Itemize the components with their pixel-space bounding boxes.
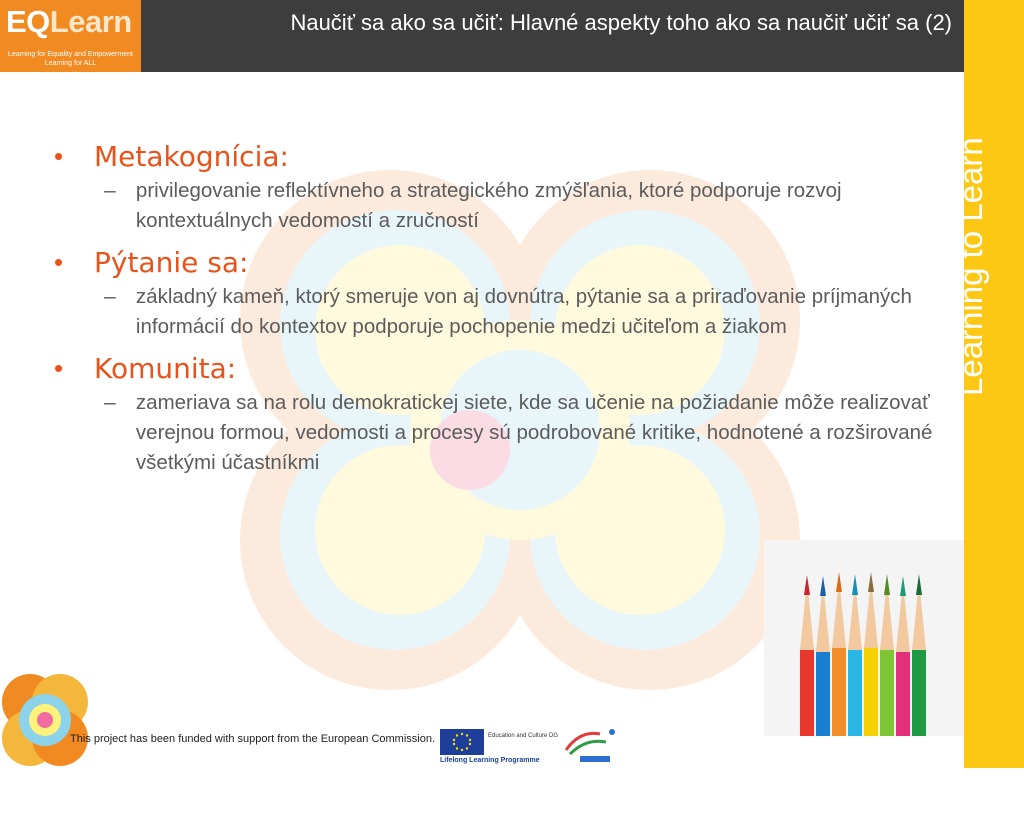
bullet-item xyxy=(54,244,954,282)
dash-marker: – xyxy=(104,179,116,202)
sub-bullet-item xyxy=(104,282,954,342)
eqlearn-logo xyxy=(0,0,141,72)
pencils-graphic xyxy=(764,540,964,736)
bullet-heading: Pýtanie sa: xyxy=(94,246,249,279)
eu-stars-icon xyxy=(440,729,484,755)
eu-caption: Education and Culture DG xyxy=(488,733,559,739)
bullet-dot: • xyxy=(54,247,64,277)
idep-logo-icon xyxy=(560,720,622,768)
bullet-heading: Komunita: xyxy=(94,352,237,385)
sub-bullet-text: základný kameň, ktorý smeruje von aj dovnútra, pýtanie sa a priraďovanie príjmaných informácií do kontextov podporuje pochopenie medzi učiteľom a žiakom xyxy=(135,285,912,338)
bullet-heading: Metakognícia: xyxy=(94,140,289,173)
dash-marker: – xyxy=(104,285,116,308)
bullet-item xyxy=(54,138,954,176)
flower-logo-icon xyxy=(0,672,90,768)
logo-tagline-line1: Learning for Equality and Empowerment xyxy=(8,51,133,58)
bullet-dot: • xyxy=(54,141,64,171)
logo-wordmark xyxy=(6,4,132,40)
logo-learn: Learn xyxy=(49,4,132,39)
title-bar xyxy=(141,0,964,72)
bullet-list xyxy=(54,136,954,486)
logo-tagline xyxy=(0,50,141,68)
llp-label: Lifelong Learning Programme xyxy=(440,757,540,764)
sub-bullet-text: zameriava sa na rolu demokratickej siete, kde sa učenie na požiadanie môže realizovať verejnou formou, vedomosti a procesy sú podrobované kritike, hodnotené a rozširované všetkými účastníkmi xyxy=(135,391,933,474)
pencils-image xyxy=(764,540,964,736)
sub-bullet-item xyxy=(104,388,954,478)
eu-flag-icon xyxy=(440,729,484,755)
side-label-container xyxy=(952,137,1024,828)
sub-bullet-text: privilegovanie reflektívneho a strategického zmýšľania, ktoré podporuje rozvoj kontextuálnych vedomostí a zručností xyxy=(135,179,842,232)
dash-marker: – xyxy=(104,391,116,414)
side-label: Learning to Learn xyxy=(952,137,989,396)
funding-notice: This project has been funded with support from the European Commission. xyxy=(70,733,436,745)
bullet-dot: • xyxy=(54,353,64,383)
logo-eq: EQ xyxy=(6,4,50,39)
sub-bullet-item xyxy=(104,176,954,236)
bullet-item xyxy=(54,350,954,388)
slide-title: Naučiť sa ako sa učiť: Hlavné aspekty toho ako sa naučiť učiť sa (2) xyxy=(290,10,952,35)
logo-tagline-line2: Learning for ALL xyxy=(44,60,97,67)
